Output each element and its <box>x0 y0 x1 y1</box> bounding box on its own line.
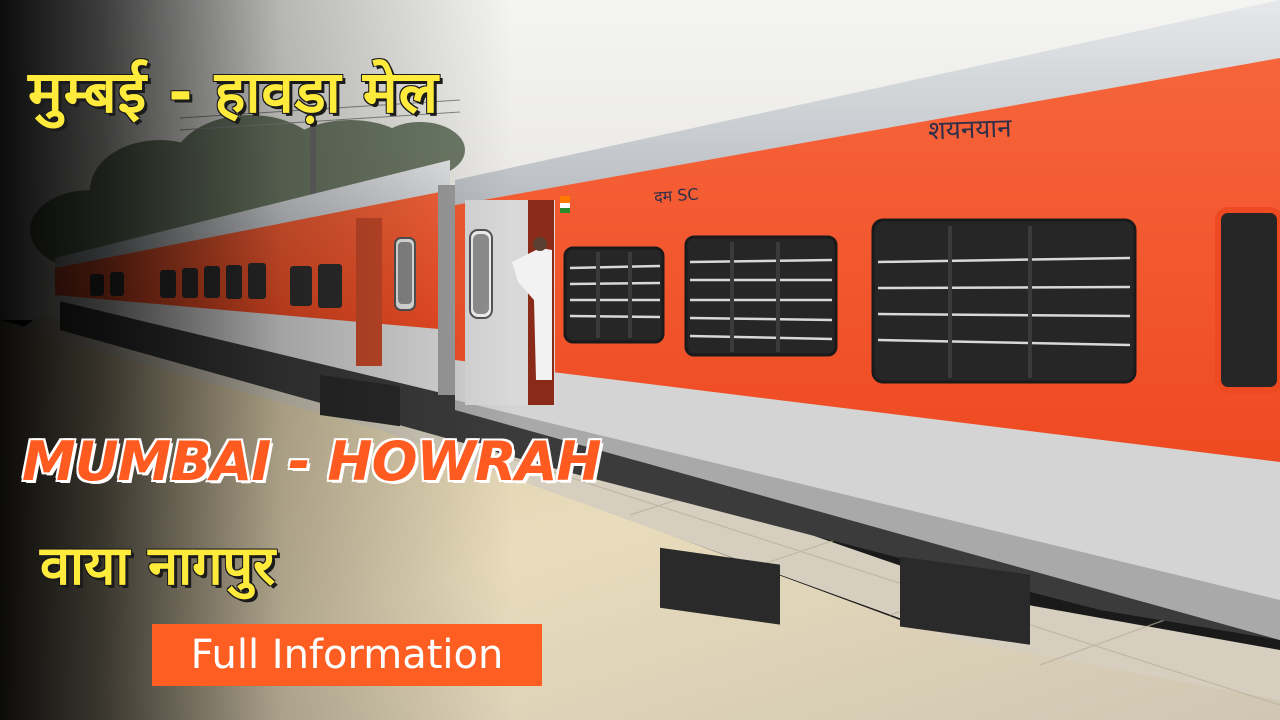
full-information-label: Full Information <box>190 632 504 678</box>
full-information-badge <box>152 624 542 686</box>
via-route-hindi: वाया नागपुर <box>40 534 276 597</box>
title-hindi: मुम्बई - हावड़ा मेल <box>28 58 439 126</box>
title-english: MUMBAI - HOWRAH <box>22 430 601 493</box>
coach-code-label: दम SC <box>653 184 700 207</box>
coach-type-label: शयनयान <box>927 113 1013 147</box>
